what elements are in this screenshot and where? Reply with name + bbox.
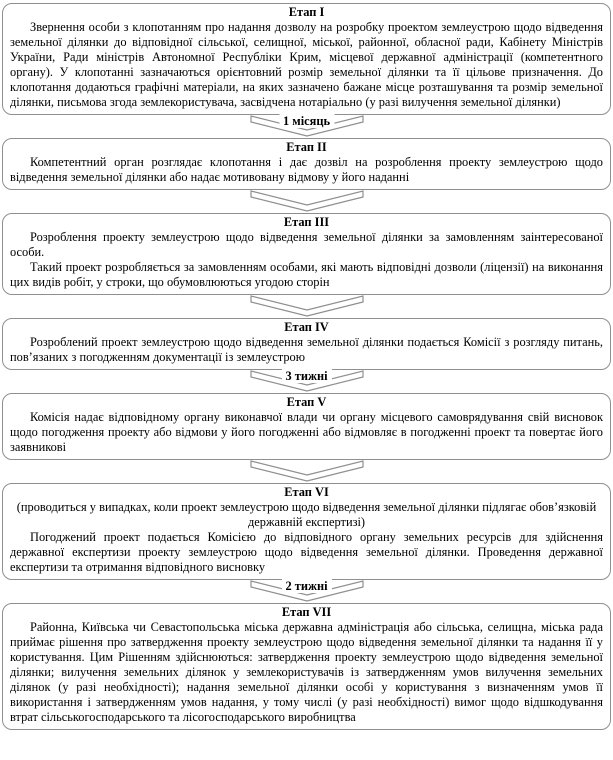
stage-title: Етап II [286,140,327,154]
connector-arrow [249,370,365,393]
stage-box [2,213,611,295]
stage-paragraph: Районна, Київська чи Севастопольська міська державна адміністрація або сільська, селищна, міська рада приймає рішення про затвердження проекту землеустрою щодо відведення земельної ділянки та надання її у користування. Цим Рішенням здійснюються: затвердження проекту землеустрою щодо відведення земельної ділянки; вилучення земельних ділянок у землекористувачів із затвердженням умов вилучення земельних ділянок (у разі необхідності); надання земельної ділянки особі у користування з визначенням умов її використання і затвердженням умов надання, у тому числі (у разі необхідності) вимог щодо відшкодування втрат сільськогосподарського та лісогосподарського виробництва [10,620,603,724]
stage-box [2,3,611,115]
down-arrow-icon [249,190,365,213]
stage-title: Етап I [288,5,325,19]
stage-paragraph: Такий проект розробляється за замовленням особами, які мають відповідні дозволи (ліцензії) на виконання цих видів робіт, у строки, що обумовлюються угодою сторін [10,260,603,289]
connector-label: 1 місяць [279,114,334,128]
stage-paragraph: Комісія надає відповідному органу виконавчої влади чи органу місцевого самоврядування свій висновок щодо погодження проекту або відмови у його погодженні або відмовляє в погодженні проект та повертає його заявникові [10,410,603,454]
stage-title: Етап V [286,395,327,409]
stage-paragraph: (проводиться у випадках, коли проект землеустрою щодо відведення земельної ділянки підлягає обов’язковій державній експертизі) [16,500,597,529]
connector-arrow [249,190,365,213]
down-arrow-icon [249,295,365,318]
stage-box [2,318,611,370]
stage-paragraph: Розроблення проекту землеустрою щодо відведення земельної ділянки за замовленням заінтересованої особи. [10,230,603,259]
stage-title: Етап III [283,215,330,229]
stage-paragraph: Розроблений проект землеустрою щодо відведення земельної ділянки подається Комісії з розгляду питань, пов’язаних з погодженням документації із землеустрою [10,335,603,364]
stage-paragraph: Компетентний орган розглядає клопотання і дає дозвіл на розроблення проекту землеустрою щодо відведення земельної ділянки або надає мотивовану відмову у його наданні [10,155,603,184]
down-arrow-icon [249,460,365,483]
connector-label: 2 тижні [281,579,331,593]
connector-label: 3 тижні [281,369,331,383]
connector-arrow [249,460,365,483]
connector-arrow [249,295,365,318]
connector-arrow [249,115,365,138]
stage-title: Етап IV [284,320,329,334]
stage-box [2,393,611,460]
stage-box [2,138,611,190]
stage-box [2,483,611,580]
stage-title: Етап VII [281,605,332,619]
stage-paragraph: Звернення особи з клопотанням про надання дозволу на розробку проектом землеустрою щодо відведення земельної ділянки до відповідної сільської, селищної, міської, районної, обласної ради, Кабінету Міністрів України, Ради міністрів Автономної Республіки Крим, місцевої державної адміністрації (компетентного органу). У клопотанні зазначаються орієнтовний розмір земельної ділянки та її цільове призначення. До клопотання додаються графічні матеріали, на яких зазначено бажане місце розташування та розмір земельної ділянки, письмова згода землекористувача, засвідчена нотаріально (у разі вилучення земельної ділянки) [10,20,603,109]
stage-paragraph: Погоджений проект подається Комісією до відповідного органу земельних ресурсів для здійснення державної експертизи проекту землеустрою щодо відведення земельної ділянки. Проведення державної експертизи та отримання відповідного висновку [10,530,603,574]
connector-arrow [249,580,365,603]
stage-box [2,603,611,730]
stage-title: Етап VI [284,485,329,499]
